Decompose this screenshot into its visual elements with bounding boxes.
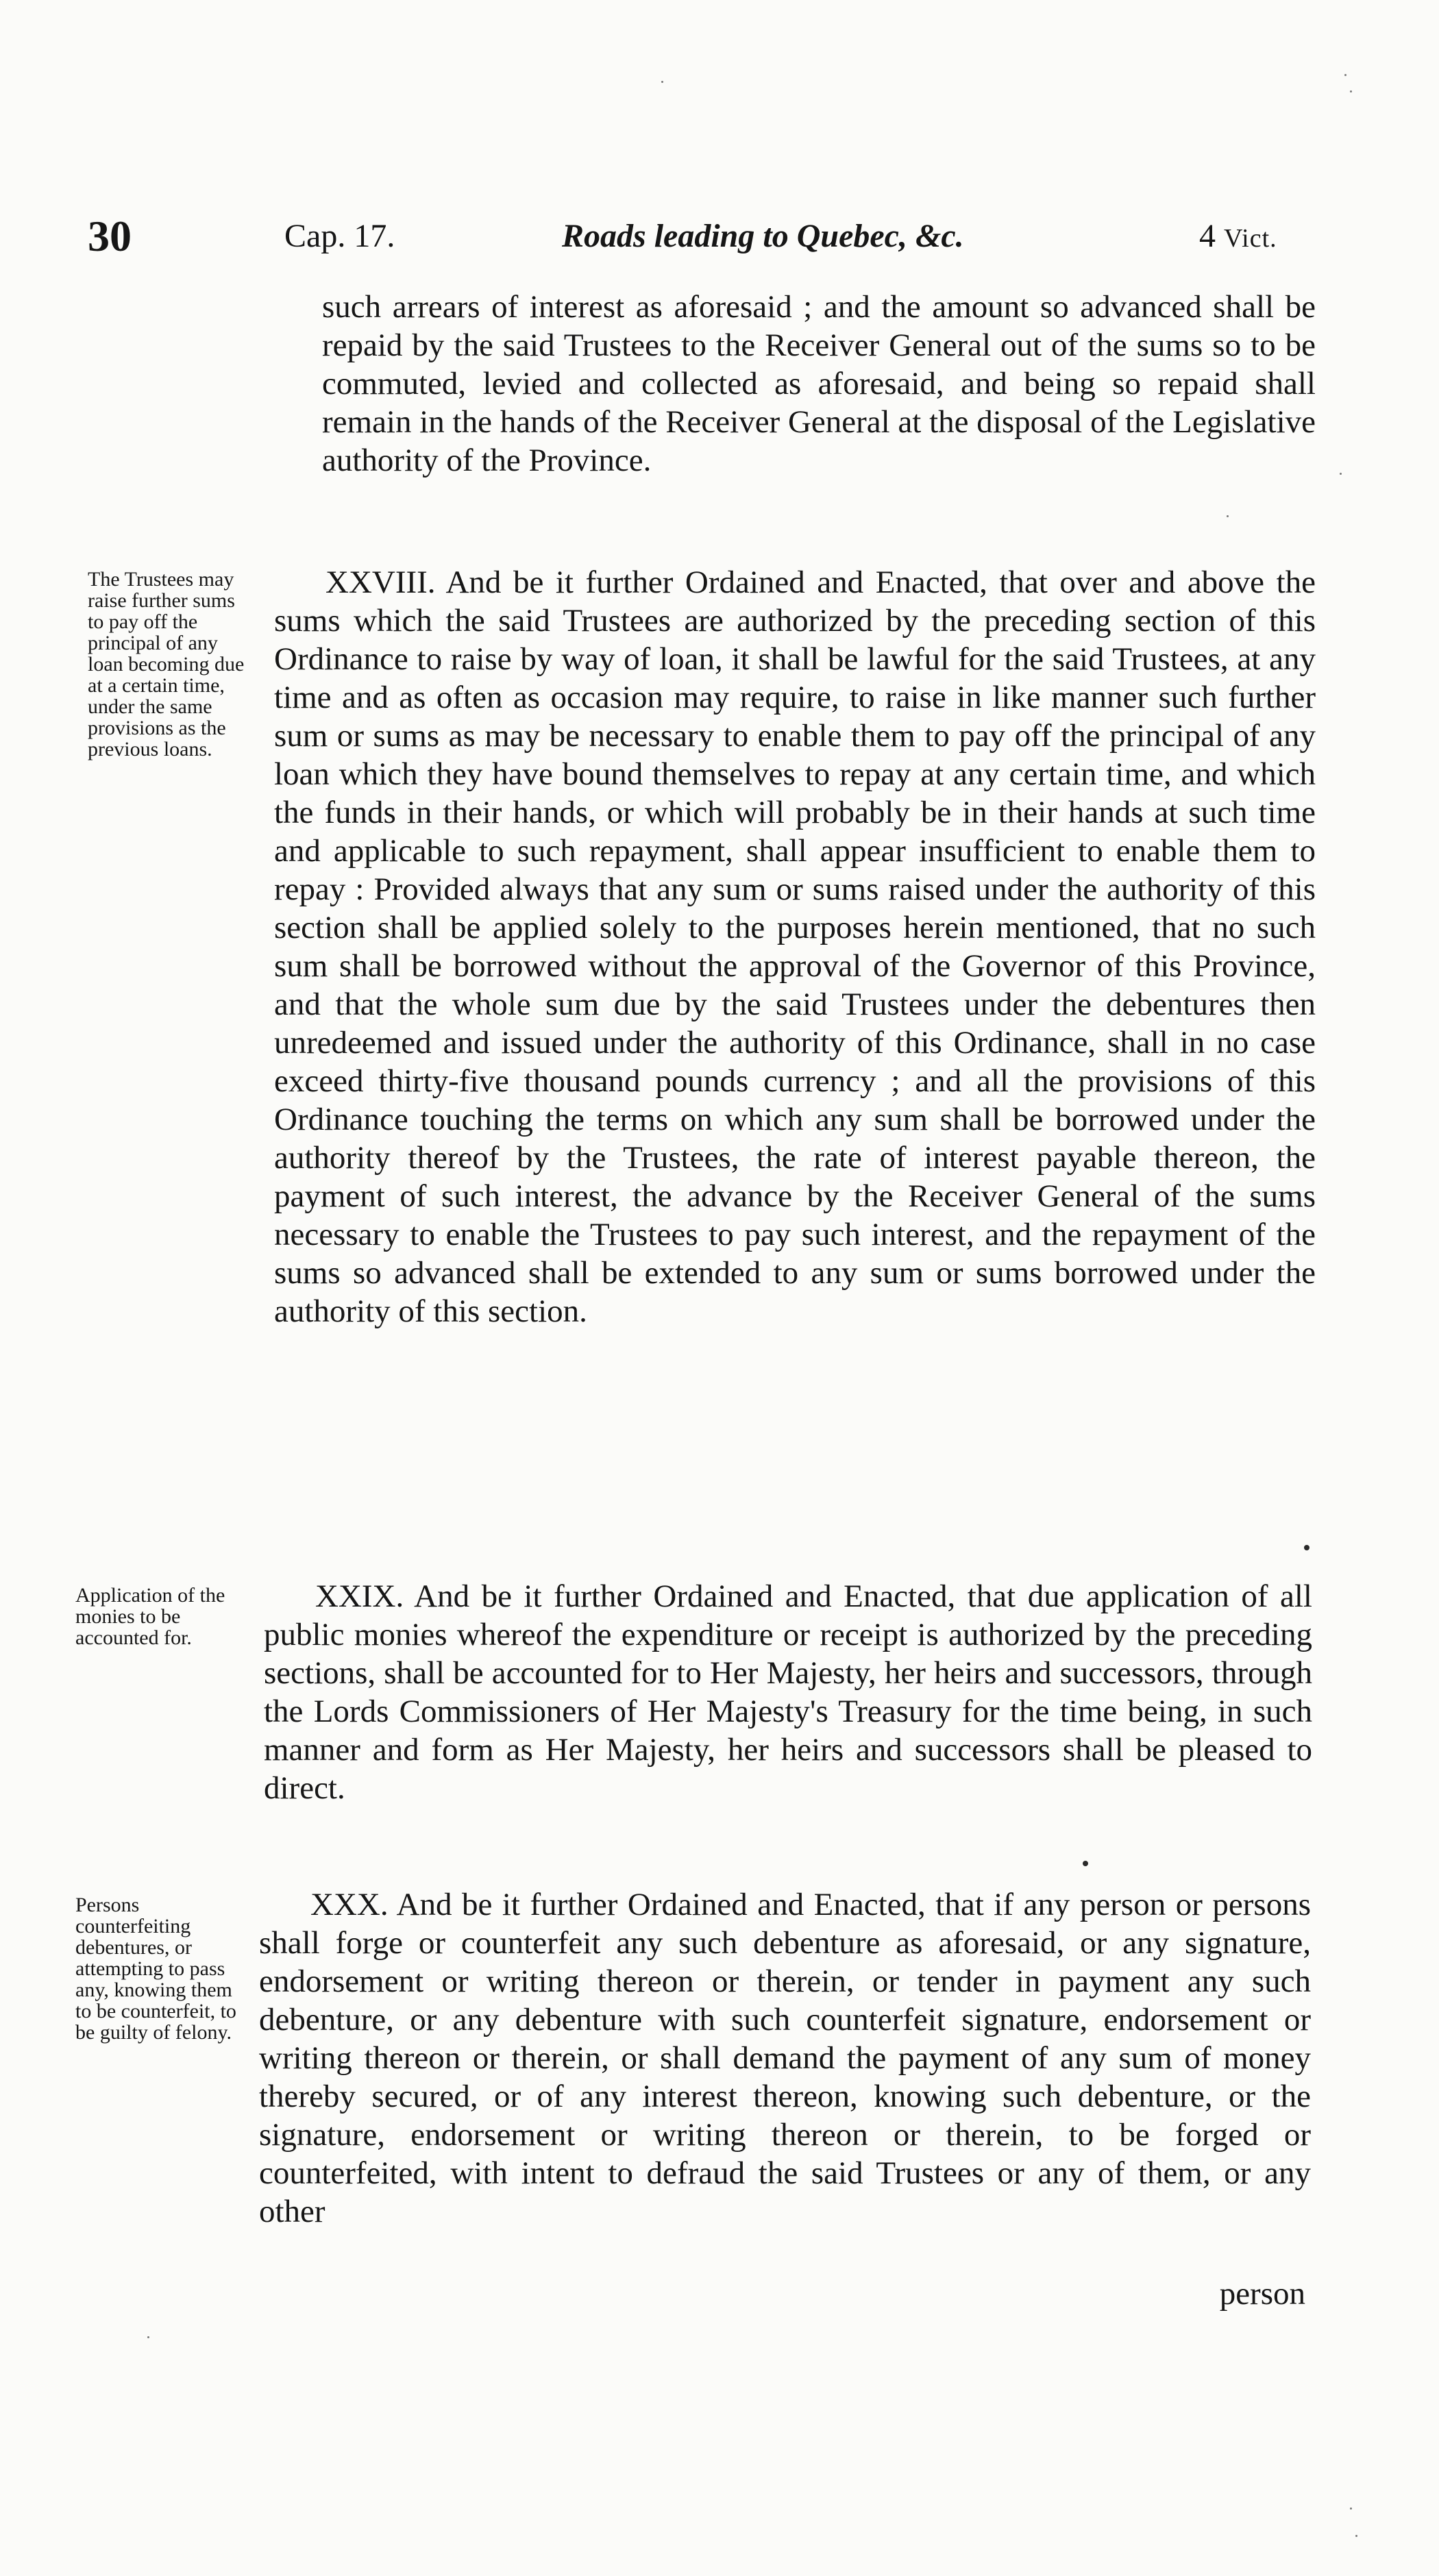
paper-speck bbox=[1355, 2535, 1357, 2537]
regnal-year bbox=[1199, 209, 1277, 264]
section-xxviii-text: XXVIII. And be it further Ordained and Enacted, that over and above the sums which the said Trustees are authorized by the preceding section of this Ordinance to raise by way of loan, it shall be lawful for the said Trustees, at any time and as often as occasion may require, to raise in like manner such further sum or sums as may be necessary to enable them to pay off the principal of any loan which they have bound themselves to repay at any certain time, and which the funds in their hands, or which will probably be in their hands at such time and applicable to such repayment, shall appear insufficient to enable them to repay : Provided always that any sum or sums raised under the authority of this section shall be applied solely to the purposes herein mentioned, that no such sum shall be borrowed without the approval of the Governor of this Province, and that the whole sum due by the said Trustees under the debentures then unredeemed and issued under the authority of this Ordinance, shall in no case exceed thirty-five thousand pounds currency ; and all the provisions of this Ordinance touching the terms on which any sum shall be borrowed under the authority thereof by the Trustees, the rate of interest payable thereon, the payment of such interest, the advance by the Receiver General of the sums necessary to enable the Trustees to pay such interest, and the repayment of the sums so advanced shall be extended to any sum or sums borrowed under the authority of this section. bbox=[274, 565, 1316, 1329]
continuation-text: such arrears of interest as aforesaid ; and the amount so advanced shall be repaid by the said Trustees to the Receiver General out of the sums so to be commuted, levied and collected as aforesaid, and being so repaid shall remain in the hands of the Receiver General at the disposal of the Legislative authority of the Province. bbox=[322, 289, 1316, 478]
paper-speck bbox=[1350, 2507, 1352, 2510]
paper-speck bbox=[147, 2336, 149, 2338]
margin-note-xxix: Application of the monies to be accounted for. bbox=[75, 1584, 225, 1649]
margin-note-xxx: Persons counterfeiting debentures, or attempting to pass any, knowing them to be counterfeit, to be guilty of felony. bbox=[75, 1894, 236, 2044]
margin-note-xxviii: The Trustees may raise further sums to pay off the principal of any loan becoming due at a certain time, under the same provisions as the previous loans. bbox=[88, 568, 245, 760]
continuation-paragraph bbox=[322, 288, 1316, 480]
regnal-number: 4 bbox=[1199, 218, 1216, 254]
section-xxix bbox=[264, 1577, 1312, 1807]
paper-speck bbox=[661, 81, 663, 83]
running-title: Roads leading to Quebec, &c. bbox=[562, 218, 964, 254]
section-xxix-text: XXIX. And be it further Ordained and Enacted, that due application of all public monies whereof the expenditure or receipt is authorized by the preceding sections, shall be accounted for to Her Majesty, her heirs and successors, through the Lords Commissioners of Her Majesty's Treasury for the time being, in such manner and form as Her Majesty, her heirs and successors shall be pleased to direct. bbox=[264, 1578, 1312, 1806]
section-xxviii bbox=[274, 563, 1316, 1330]
regnal-abbrev: Vict. bbox=[1224, 224, 1277, 253]
paper-speck bbox=[1340, 473, 1342, 475]
catchword: person bbox=[1219, 2276, 1305, 2312]
paper-speck bbox=[1344, 74, 1346, 76]
paper-speck bbox=[1227, 515, 1229, 517]
section-xxx bbox=[259, 1885, 1311, 2231]
paper-speck bbox=[1350, 90, 1352, 92]
section-xxx-text: XXX. And be it further Ordained and Enacted, that if any person or persons shall forge or counterfeit any such debenture as aforesaid, or any signature, endorsement or writing thereon or therein, or tender in payment any such debenture, or any debenture with such counterfeit signature, endorsement or writing thereon or therein, or shall demand the payment of any sum of money thereby secured, or of any interest thereon, knowing such debenture, or the signature, endorsement or writing thereon or therein, to be forged or counterfeited, with intent to defraud the said Trustees or any of them, or any other bbox=[259, 1887, 1311, 2229]
printers-mark bbox=[1304, 1545, 1309, 1550]
page-number: 30 bbox=[88, 212, 132, 260]
printers-mark bbox=[1083, 1861, 1088, 1866]
chapter-label: Cap. 17. bbox=[284, 218, 395, 254]
